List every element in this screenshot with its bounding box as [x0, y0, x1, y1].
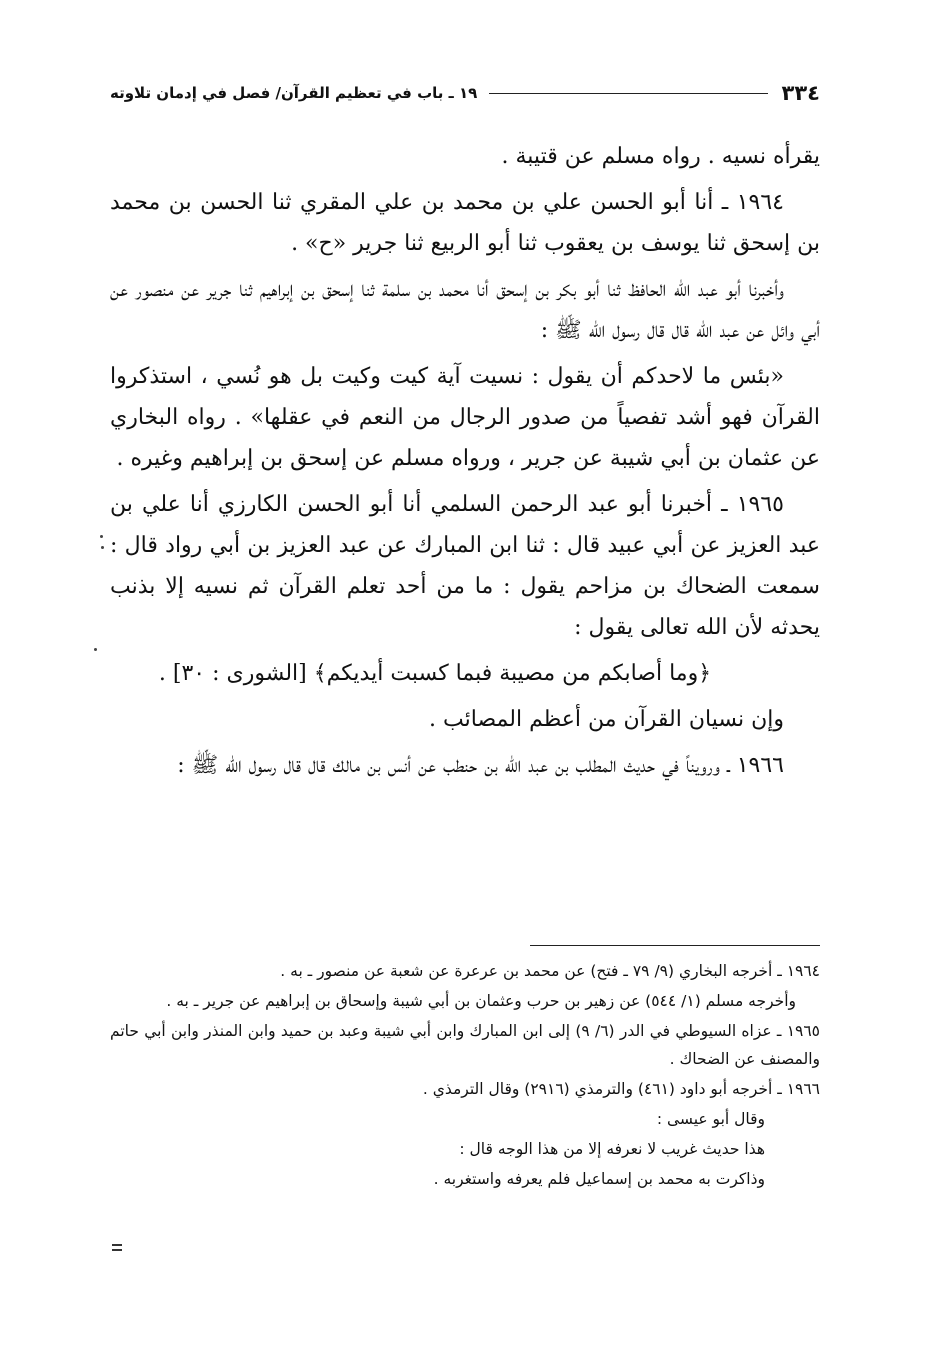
footnote-1966-quote-1: وقال أبو عيسى : [656, 1110, 765, 1128]
running-title: ١٩ ـ باب في تعظيم القرآن/ فصل في إدمان تلاوته [110, 84, 478, 102]
footnote-1966-quote-3: وذاكرت به محمد بن إسماعيل فلم يعرفه واستغربه . [433, 1170, 765, 1188]
footnote-1966-quote-2: هذا حديث غريب لا نعرفه إلا من هذا الوجه قال : [459, 1140, 765, 1158]
scan-speck [100, 535, 103, 538]
footnote-separator [530, 945, 820, 946]
paragraph-hadith-1966: ١٩٦٦ ـ ورويناً في حديث المطلب بن عبد الله بن حنطب عن أنس بن مالك قال قال رسول الله ﷺ : [177, 753, 784, 778]
scan-speck [94, 648, 97, 651]
main-text [110, 136, 820, 791]
paragraph-hadith-text: «بئس ما لاحدكم أن يقول : نسيت آية كيت وكيت بل هو نُسي ، استذكروا القرآن فهو أشد تفصياً من صدور الرجال من النعم في عقلها» . رواه البخاري عن عثمان بن أبي شيبة عن جرير ، ورواه مسلم عن إسحق بن إبراهيم وغيره . [110, 364, 820, 471]
footnote-1964-cont: وأخرجه مسلم (١/ ٥٤٤) عن زهير بن حرب وعثمان بن أبي شيبة وإسحاق بن إبراهيم عن جرير ـ به . [166, 992, 796, 1010]
footnote-1964: ١٩٦٤ ـ أخرجه البخاري (٩/ ٧٩ ـ فتح) عن محمد بن عرعرة عن شعبة عن منصور ـ به . [280, 962, 820, 980]
paragraph-isnad: وأخبرنا أبو عبد الله الحافظ ثنا أبو بكر بن إسحق أنا محمد بن سلمة ثنا إسحق بن إبراهيم ثنا جرير عن منصور عن أبي وائل عن عبد الله قال قال رسول الله ﷺ : [110, 277, 820, 343]
page-number: ٣٣٤ [781, 81, 820, 105]
paragraph-comment: وإن نسيان القرآن من أعظم المصائب . [429, 707, 784, 732]
footnote-1966: ١٩٦٦ ـ أخرجه أبو داود (٤٦١) والترمذي (٢٩١٦) وقال الترمذي . [422, 1080, 820, 1098]
end-mark [112, 1244, 122, 1254]
scan-speck [101, 546, 104, 549]
paragraph-hadith-1965: ١٩٦٥ ـ أخبرنا أبو عبد الرحمن السلمي أنا أبو الحسن الكارزي أنا علي بن عبد العزيز عن أبي عبيد قال : ثنا ابن المبارك عن عبد العزيز بن أبي رواد قال : سمعت الضحاك بن مزاحم يقول : ما من أحد تعلم القرآن ثم نسيه إلا بذنب يحدثه لأن الله تعالى يقول : [110, 492, 820, 640]
quran-verse: ﴿وما أصابكم من مصيبة فبما كسبت أيديكم﴾ [الشورى : ٣٠] . [158, 661, 712, 686]
footnotes [110, 957, 820, 1195]
page-header [110, 78, 820, 108]
header-rule [489, 93, 767, 94]
paragraph-hadith-1964: ١٩٦٤ ـ أنا أبو الحسن علي بن محمد بن علي المقري ثنا الحسن بن محمد بن إسحق ثنا يوسف بن يعقوب ثنا أبو الربيع ثنا جرير «ح» . [110, 190, 820, 256]
paragraph-continuation: يقرأه نسيه . رواه مسلم عن قتيبة . [501, 144, 820, 169]
footnote-1965: ١٩٦٥ ـ عزاه السيوطي في الدر (٦/ ٩) إلى ابن المبارك وابن أبي شيبة وعبد بن حميد وابن المنذر وابن أبي حاتم والمصنف عن الضحاك . [110, 1022, 820, 1068]
